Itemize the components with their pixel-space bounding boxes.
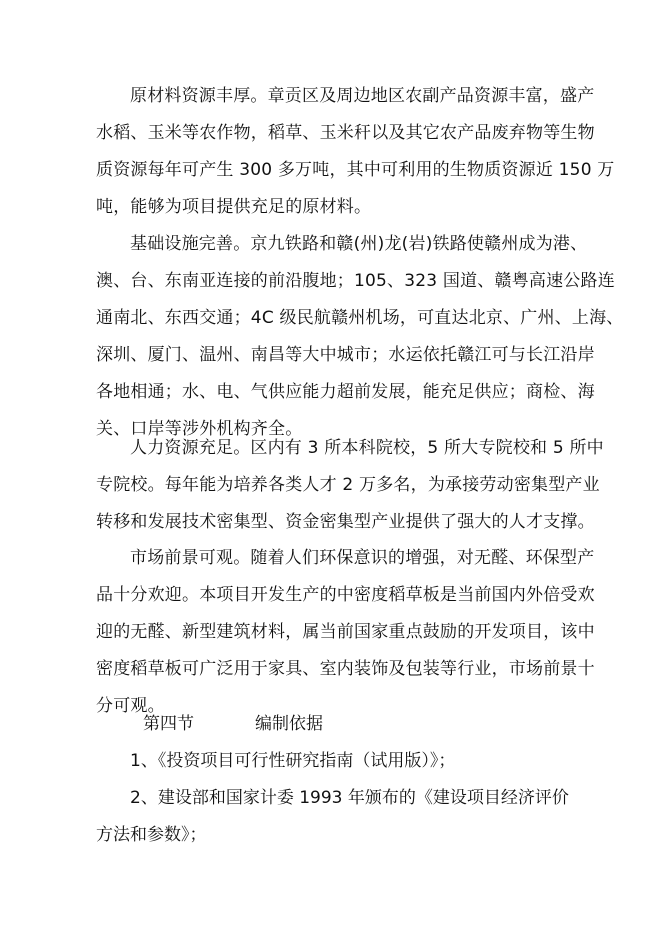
text-line: 方法和参数》； <box>96 825 207 845</box>
text-line: 通南北、东西交通；4C 级民航赣州机场，可直达北京、广州、上海、 <box>96 308 624 328</box>
paragraph-human-resources <box>96 430 604 541</box>
text-line: 深圳、厦门、温州、南昌等大中城市；水运依托赣江可与长江沿岸 <box>96 345 595 365</box>
section-number: 第四节 <box>143 714 194 734</box>
section-title: 编制依据 <box>255 714 323 734</box>
paragraph-market-outlook <box>96 540 595 725</box>
text-line: 人力资源充足。区内有 3 所本科院校，5 所大专院校和 5 所中 <box>130 438 604 458</box>
text-line: 分可观。 <box>96 696 165 716</box>
paragraph-raw-materials <box>96 78 615 226</box>
text-line: 市场前景可观。随着人们环保意识的增强，对无醛、环保型产 <box>130 548 595 568</box>
text-line: 品十分欢迎。本项目开发生产的中密度稻草板是当前国内外倍受欢 <box>96 585 595 605</box>
text-line: 转移和发展技术密集型、资金密集型产业提供了强大的人才支撑。 <box>96 512 595 532</box>
text-line: 原材料资源丰厚。章贡区及周边地区农副产品资源丰富，盛产 <box>130 86 595 106</box>
text-line: 专院校。每年能为培养各类人才 2 万多名，为承接劳动密集型产业 <box>96 475 600 495</box>
text-line: 各地相通；水、电、气供应能力超前发展，能充足供应；商检、海 <box>96 382 595 402</box>
text-line: 1、《投资项目可行性研究指南（试用版）》； <box>130 751 456 771</box>
text-line: 质资源每年可产生 300 多万吨，其中可利用的生物质资源近 150 万 <box>96 160 615 180</box>
text-line: 水稻、玉米等农作物，稻草、玉米秆以及其它农产品废弃物等生物 <box>96 123 595 143</box>
text-line: 吨，能够为项目提供充足的原材料。 <box>96 197 372 217</box>
basis-item <box>96 743 572 780</box>
text-line: 关、口岸等涉外机构齐全。 <box>96 419 303 439</box>
text-line: 迎的无醛、新型建筑材料，属当前国家重点鼓励的开发项目，该中 <box>96 622 595 642</box>
text-line: 密度稻草板可广泛用于家具、室内装饰及包装等行业，市场前景十 <box>96 659 595 679</box>
text-line: 澳、台、东南亚连接的前沿腹地；105、323 国道、赣粤高速公路连 <box>96 271 615 291</box>
basis-item <box>96 780 572 854</box>
text-line: 基础设施完善。京九铁路和赣(州)龙(岩)铁路使赣州成为港、 <box>130 234 588 254</box>
text-line: 2、建设部和国家计委 1993 年颁布的《建设项目经济评价 <box>130 788 569 808</box>
section-heading <box>143 706 323 743</box>
